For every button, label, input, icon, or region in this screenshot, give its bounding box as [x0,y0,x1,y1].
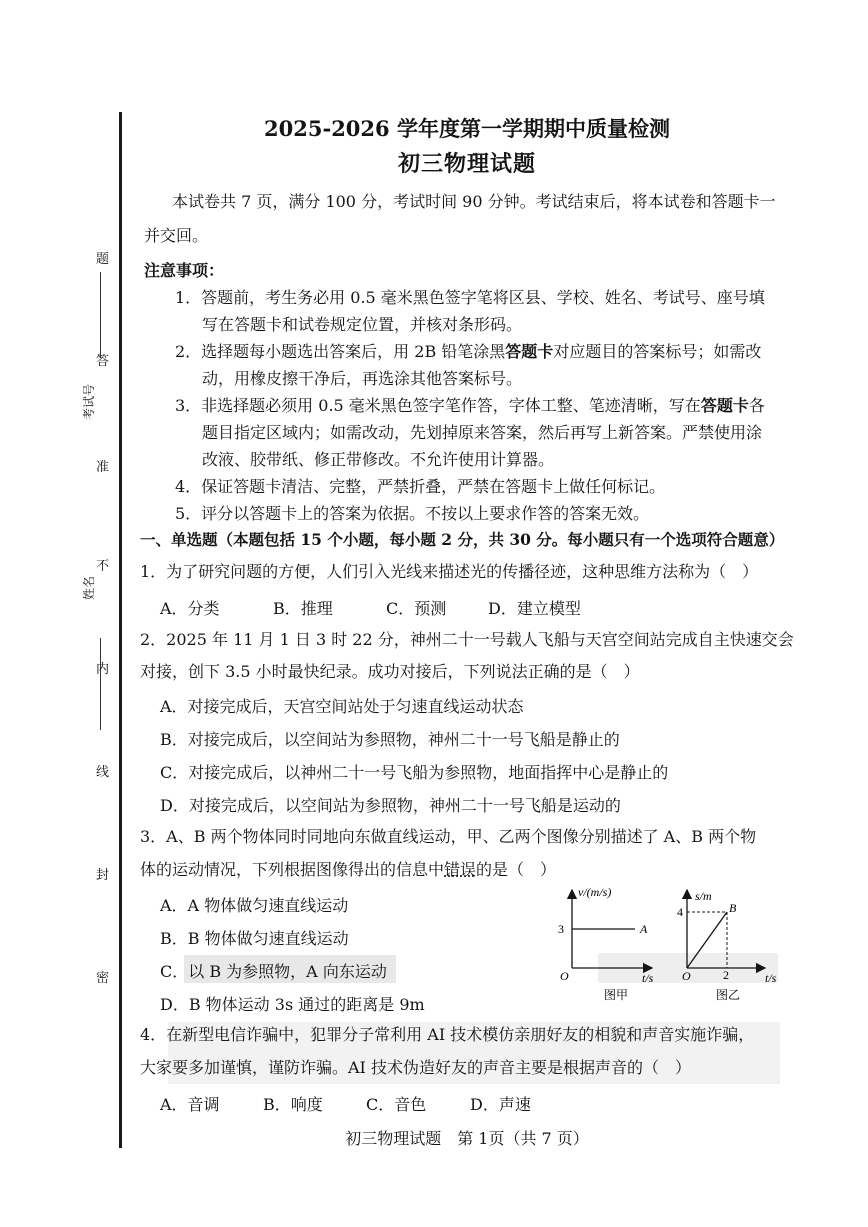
graph-jia-caption: 图甲 [604,988,629,1002]
q3-option-b: B．B 物体做匀速直线运动 [160,929,349,948]
q2-option-b: B．对接完成后，以空间站为参照物，神州二十一号飞船是静止的 [160,730,620,749]
note-2-text-a: 2．选择题每小题选出答案后，用 2B 铅笔涂黑 [175,342,506,361]
graph-yi-y-tick: 4 [677,905,683,919]
q1-stem: 1．为了研究问题的方便，人们引入光线来描述光的传播径迹，这种思维方法称为（ ） [140,562,759,581]
q3-option-a: A．A 物体做匀速直线运动 [160,896,349,915]
graph-yi-ylabel: s/m [695,889,712,903]
q1-option-d: D．建立模型 [488,599,581,618]
q2-option-c: C．对接完成后，以神州二十一号飞船为参照物，地面指挥中心是静止的 [160,763,669,782]
q4-stem-line-1: 4．在新型电信诈骗中，犯罪分子常利用 AI 技术模仿亲朋好友的相貌和声音实施诈骗， [140,1025,755,1044]
q2-option-a: A．对接完成后，天宫空间站处于匀速直线运动状态 [160,697,524,716]
intro-line-2: 并交回。 [144,226,209,245]
margin-underline-exam-no [100,272,101,358]
q3-graphs [550,882,785,1007]
graph-yi-x-tick: 2 [723,968,729,982]
note-3-line-2: 题目指定区域内；如需改动，先划掉原来答案，然后再写上新答案。严禁使用涂 [202,423,763,442]
q1-option-a: A．分类 [160,599,220,618]
q3-stem-line-1: 3．A、B 两个物体同时同地向东做直线运动，甲、乙两个图像分别描述了 A、B 两个物 [140,827,757,846]
margin-char-bu: 不 [96,559,110,574]
q2-option-d: D．对接完成后，以空间站为参照物，神州二十一号飞船是运动的 [160,796,621,815]
q1-option-c: C．预测 [386,599,447,618]
note-2-line-1 [175,342,761,362]
margin-underline-name [100,638,101,730]
margin-char-da: 答 [96,354,110,369]
note-1-line-1: 1．答题前，考生务必用 0.5 毫米黑色签字笔将区县、学校、姓名、考试号、座号填 [175,288,765,307]
note-4: 4．保证答题卡清洁、完整，严禁折叠，严禁在答题卡上做任何标记。 [175,477,666,496]
margin-char-mi: 密 [96,971,110,986]
graph-yi-origin: O [682,969,691,983]
margin-char-zhun: 准 [96,460,110,475]
q3-stem-text-c: 的是（ ） [476,860,557,879]
note-2-line-2: 动，用橡皮擦干净后，再选涂其他答案标号。 [202,369,523,388]
note-5: 5．评分以答题卡上的答案为依据。不按以上要求作答的答案无效。 [175,504,650,523]
q4-option-b: B．响度 [263,1095,323,1114]
note-3-line-1 [175,396,765,416]
note-2-text-c: 对应题目的答案标号；如需改 [553,342,762,361]
page-footer: 初三物理试题 第 1页（共 7 页） [345,1129,589,1148]
q4-stem-line-2: 大家要多加谨慎，谨防诈骗。AI 技术伪造好友的声音主要是根据声音的（ ） [140,1058,691,1077]
note-3-text-a: 3．非选择题必须用 0.5 毫米黑色签字笔作答，字体工整、笔迹清晰，写在 [175,396,701,415]
q3-stem-text-a: 体的运动情况，下列根据图像得出的信息中 [140,860,445,879]
margin-char-xian: 线 [96,765,110,780]
graph-jia-xlabel: t/s [642,971,654,985]
margin-name-label: 姓名 [82,575,96,600]
graph-jia-y-tick: 3 [558,922,564,936]
graph-yi [677,889,777,1002]
q3-stem-emphasis: 错误 [444,860,477,879]
note-2-answer-card: 答题卡 [505,342,554,361]
graph-yi-caption: 图乙 [716,988,741,1002]
q4-option-d: D．声速 [470,1095,531,1114]
graph-jia-line-label: A [640,922,648,936]
note-3-text-c: 各 [748,396,765,415]
q4-option-c: C．音色 [366,1095,427,1114]
q3-stem-line-2 [140,860,556,880]
graph-yi-point-label: B [729,901,737,915]
graph-jia-origin: O [560,969,569,983]
graph-yi-line-b [687,912,727,968]
graph-yi-xlabel: t/s [765,971,777,985]
q2-stem-line-1: 2．2025 年 11 月 1 日 3 时 22 分，神州二十一号载人飞船与天宫空间站完成自主快速交会 [140,630,794,649]
margin-char-feng: 封 [96,868,110,883]
binding-line [119,112,122,1148]
note-3-line-3: 改液、胶带纸、修正带修改。不允许使用计算器。 [202,450,555,469]
graph-jia-ylabel: v/(m/s) [578,885,612,899]
exam-subtitle: 初三物理试题 [397,151,536,177]
q2-stem-line-2: 对接，创下 3.5 小时最快纪录。成功对接后，下列说法正确的是（ ） [140,662,640,681]
note-1-line-2: 写在答题卡和试卷规定位置，并核对条形码。 [202,315,523,334]
graph-jia [558,885,654,1002]
notes-heading: 注意事项： [144,261,225,280]
q3-option-d: D．B 物体运动 3s 通过的距离是 9m [160,995,425,1014]
exam-title: 2025-2026 学年度第一学期期中质量检测 [264,116,670,141]
note-3-answer-card: 答题卡 [700,396,749,415]
margin-char-ti: 题 [96,252,110,267]
section-1-heading: 一、单选题（本题包括 15 个小题，每小题 2 分，共 30 分。每小题只有一个选项符合题意） [140,530,785,549]
intro-line-1: 本试卷共 7 页，满分 100 分，考试时间 90 分钟。考试结束后，将本试卷和答题卡一 [172,192,776,211]
q1-option-b: B．推理 [273,599,333,618]
margin-char-nei: 内 [96,662,110,677]
q4-option-a: A．音调 [160,1095,220,1114]
margin-exam-no-label: 考试号 [82,383,96,420]
q3-option-c: C．以 B 为参照物，A 向东运动 [160,962,387,981]
